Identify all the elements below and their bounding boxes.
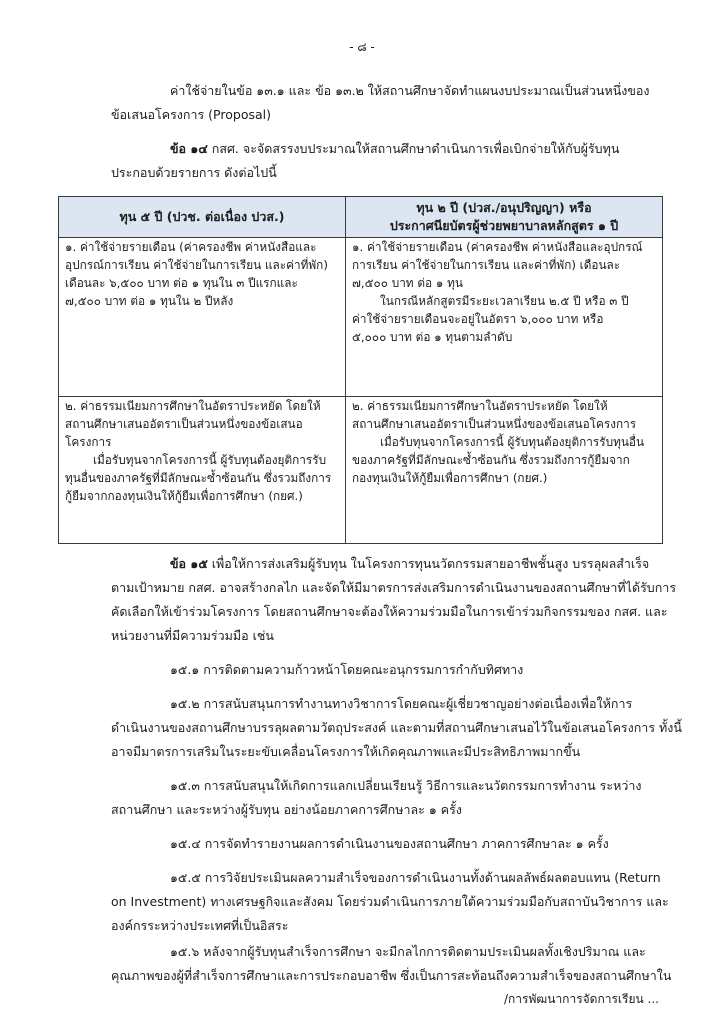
clause-15-item: ๑๕.๓ การสนับสนุนให้เกิดการแลกเปลี่ยนเรียนรู้ วิธีการและนวัตกรรมการทำงาน ระหว่าง bbox=[170, 778, 642, 793]
clause-15-item: ๑๕.๔ การจัดทำรายงานผลการดำเนินงานของสถานศึกษา ภาคการศึกษาละ ๑ ครั้ง bbox=[170, 836, 609, 851]
clause-15-item-cont: สถานศึกษา และระหว่างผู้รับทุน อย่างน้อยภาคการศึกษาละ ๑ ครั้ง bbox=[111, 802, 462, 817]
scholarship-table bbox=[58, 196, 663, 544]
table-cell: ๒. ค่าธรรมเนียมการศึกษาในอัตราประหยัด โดยให้ สถานศึกษาเสนออัตราเป็นส่วนหนึ่งของข้อเสนอ โครงการ เมื่อรับทุนจากโครงการนี้ ผู้รับทุนต้องยุติการรับ ทุนอื่นของภาครัฐที่มีลักษณะซ้ำซ้อนกัน ซึ่งรวมถึงการ กู้ยืมจากกองทุนเงินให้กู้ยืมเพื่อการศึกษา (กยศ.) bbox=[59, 397, 346, 544]
intro-line: ข้อเสนอโครงการ (Proposal) bbox=[111, 107, 271, 122]
clause-15-label: ข้อ ๑๕ bbox=[170, 556, 208, 571]
clause-15-line: ข้อ ๑๕ เพื่อให้การส่งเสริมผู้รับทุน ในโครงการทุนนวัตกรรมสายอาชีพชั้นสูง บรรลุผลสำเร็จ bbox=[170, 556, 650, 571]
clause-15-item: ๑๕.๕ การวิจัยประเมินผลความสำเร็จของการดำเนินงานทั้งด้านผลลัพธ์ผลตอบแทน (Return bbox=[170, 870, 661, 885]
table-cell: ๒. ค่าธรรมเนียมการศึกษาในอัตราประหยัด โดยให้ สถานศึกษาเสนออัตราเป็นส่วนหนึ่งของข้อเสนอโครงการ เมื่อรับทุนจากโครงการนี้ ผู้รับทุนต้องยุติการรับทุนอื่น ของภาครัฐที่มีลักษณะซ้ำซ้อนกัน ซึ่งรวมถึงการกู้ยืมจาก กองทุนเงินให้กู้ยืมเพื่อการศึกษา (กยศ.) bbox=[346, 397, 663, 544]
table-header-right: ทุน ๒ ปี (ปวส./อนุปริญญา) หรือ ประกาศนียบัตรผู้ช่วยพยาบาลหลักสูตร ๑ ปี bbox=[346, 197, 663, 238]
clause-15-item: ๑๕.๒ การสนับสนุนการทำงานทางวิชาการโดยคณะผู้เชี่ยวชาญอย่างต่อเนื่องเพื่อให้การ bbox=[170, 696, 633, 711]
clause-15-item-cont: องค์กรระหว่างประเทศที่เป็นอิสระ bbox=[111, 918, 289, 933]
clause-14-label: ข้อ ๑๔ bbox=[170, 141, 208, 156]
intro-line: ค่าใช้จ่ายในข้อ ๑๓.๑ และ ข้อ ๑๓.๒ ให้สถานศึกษาจัดทำแผนงบประมาณเป็นส่วนหนึ่งของ bbox=[170, 83, 650, 98]
table-cell: ๑. ค่าใช้จ่ายรายเดือน (ค่าครองชีพ ค่าหนังสือและอุปกรณ์ การเรียน ค่าใช้จ่ายในการเรียน และค่าที่พัก) เดือนละ ๗,๕๐๐ บาท ต่อ ๑ ทุน ในกรณีหลักสูตรมีระยะเวลาเรียน ๒.๕ ปี หรือ ๓ ปี ค่าใช้จ่ายรายเดือนจะอยู่ในอัตรา ๖,๐๐๐ บาท หรือ ๕,๐๐๐ บาท ต่อ ๑ ทุนตามลำดับ bbox=[346, 238, 663, 397]
clause-14-text: กสศ. จะจัดสรรงบประมาณให้สถานศึกษาดำเนินการเพื่อเบิกจ่ายให้กับผู้รับทุน bbox=[207, 141, 620, 156]
clause-15-line: หน่วยงานที่มีความร่วมมือ เช่น bbox=[111, 628, 274, 643]
clause-15-line: ตามเป้าหมาย กสศ. อาจสร้างกลไก และจัดให้มีมาตรการส่งเสริมการดำเนินงานของสถานศึกษาที่ได้รับการ bbox=[111, 580, 677, 595]
clause-15-item: ๑๕.๖ หลังจากผู้รับทุนสำเร็จการศึกษา จะมีกลไกการติดตามประเมินผลทั้งเชิงปริมาณ และ bbox=[170, 944, 646, 959]
clause-15-line: คัดเลือกให้เข้าร่วมโครงการ โดยสถานศึกษาจะต้องให้ความร่วมมือในการเข้าร่วมกิจกรรมของ กสศ. และ bbox=[111, 604, 668, 619]
clause-14-line bbox=[170, 140, 619, 158]
table-header-left: ทุน ๕ ปี (ปวช. ต่อเนื่อง ปวส.) bbox=[59, 197, 346, 238]
continuation-note: /การพัฒนาการจัดการเรียน ... bbox=[504, 992, 659, 1006]
clause-15-item-cont: คุณภาพของผู้ที่สำเร็จการศึกษาและการประกอบอาชีพ ซึ่งเป็นการสะท้อนถึงความสำเร็จของสถานศึกษาใน bbox=[111, 968, 672, 983]
clause-15-item-cont: ดำเนินงานของสถานศึกษาบรรลุผลตามวัตถุประสงค์ และตามที่สถานศึกษาเสนอไว้ในข้อเสนอโครงการ ทั้งนี้ bbox=[111, 720, 682, 735]
clause-15-item: ๑๕.๑ การติดตามความก้าวหน้าโดยคณะอนุกรรมการกำกับทิศทาง bbox=[170, 662, 524, 677]
clause-15-item-cont: อาจมีมาตรการเสริมในระยะขับเคลื่อนโครงการให้เกิดคุณภาพและมีประสิทธิภาพมากขึ้น bbox=[111, 744, 581, 759]
page-number: - ๘ - bbox=[349, 40, 375, 54]
clause-15-item-cont: on Investment) ทางเศรษฐกิจและสังคม โดยร่วมดำเนินการภายใต้ความร่วมมือกับสถาบันวิชาการ และ bbox=[111, 894, 669, 909]
clause-14-line: ประกอบด้วยรายการ ดังต่อไปนี้ bbox=[111, 165, 277, 180]
table-cell: ๑. ค่าใช้จ่ายรายเดือน (ค่าครองชีพ ค่าหนังสือและ อุปกรณ์การเรียน ค่าใช้จ่ายในการเรียน และค่าที่พัก) เดือนละ ๖,๕๐๐ บาท ต่อ ๑ ทุนใน ๓ ปีแรกและ ๗,๕๐๐ บาท ต่อ ๑ ทุนใน ๒ ปีหลัง bbox=[59, 238, 346, 397]
